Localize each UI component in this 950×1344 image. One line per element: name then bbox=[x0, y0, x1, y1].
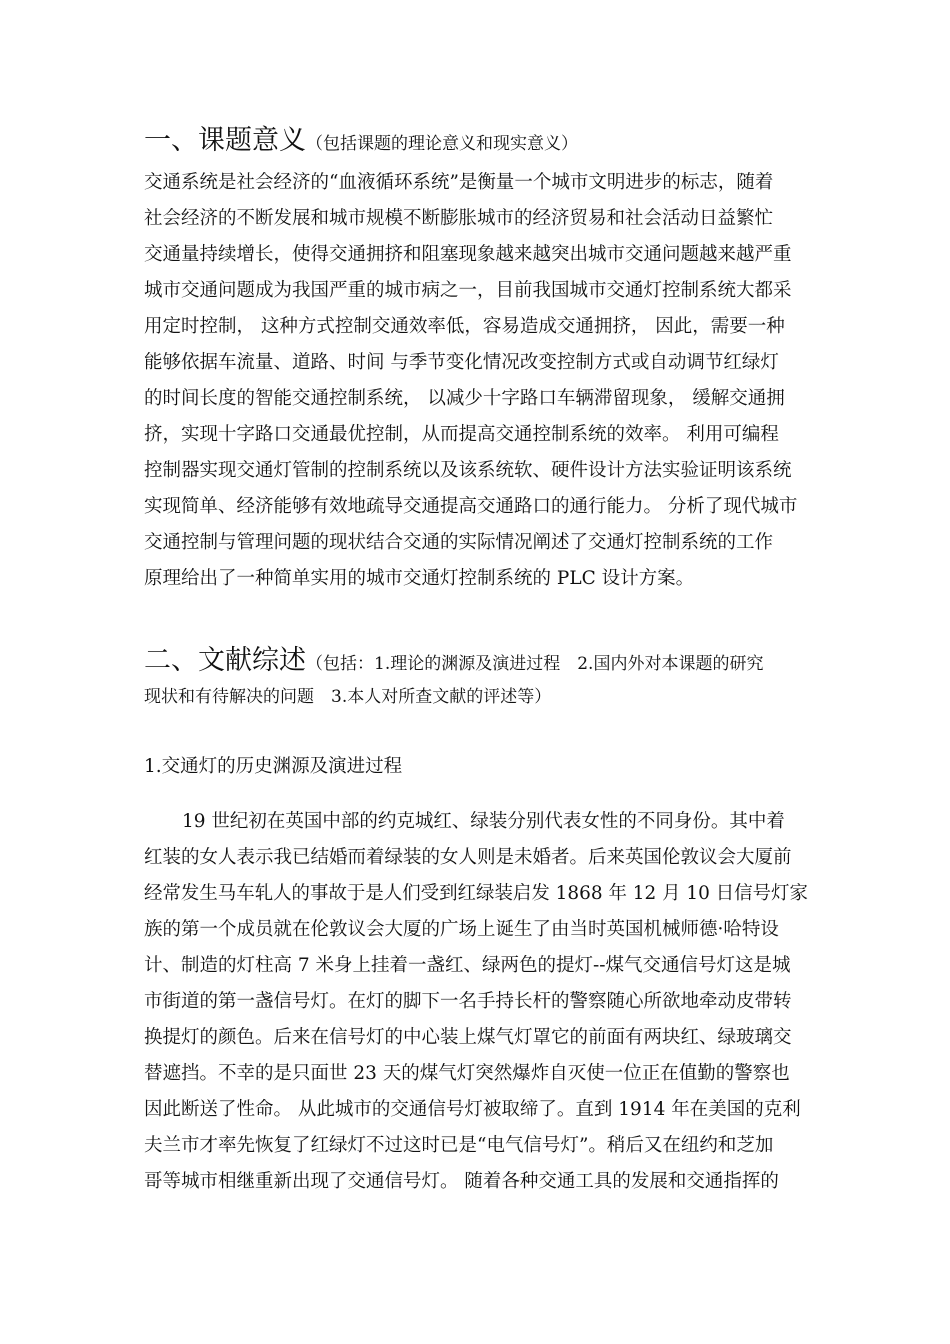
section-2-heading bbox=[144, 638, 763, 677]
paragraph-line: 红装的女人表示我已结婚而着绿装的女人则是未婚者。后来英国伦敦议会大厦前 bbox=[144, 847, 792, 868]
paragraph-line: 换提灯的颜色。后来在信号灯的中心装上煤气灯罩它的前面有两块红、绿玻璃交 bbox=[144, 1027, 792, 1048]
section-1-title: 一、课题意义 bbox=[144, 125, 306, 156]
section-1-heading bbox=[144, 118, 578, 157]
section-2-note: （包括：1.理论的渊源及演进过程 2.国内外对本课题的研究 bbox=[306, 654, 764, 674]
paragraph-line: 挤，实现十字路口交通最优控制，从而提高交通控制系统的效率。 利用可编程 bbox=[144, 424, 779, 445]
paragraph-line: 计、制造的灯柱高 7 米身上挂着一盏红、绿两色的提灯--煤气交通信号灯这是城 bbox=[144, 955, 791, 976]
paragraph-line: 用定时控制， 这种方式控制交通效率低，容易造成交通拥挤， 因此，需要一种 bbox=[144, 316, 785, 337]
paragraph-line: 的时间长度的智能交通控制系统， 以减少十字路口车辆滞留现象， 缓解交通拥 bbox=[144, 388, 785, 409]
paragraph-line: 市街道的第一盏信号灯。在灯的脚下一名手持长杆的警察随心所欲地牵动皮带转 bbox=[144, 991, 792, 1012]
paragraph-line: 族的第一个成员就在伦敦议会大厦的广场上诞生了由当时英国机械师德·哈特设 bbox=[144, 919, 779, 940]
paragraph-line: 城市交通问题成为我国严重的城市病之一，目前我国城市交通灯控制系统大都采 bbox=[144, 280, 792, 301]
paragraph-line: 交通量持续增长，使得交通拥挤和阻塞现象越来越突出城市交通问题越来越严重 bbox=[144, 244, 792, 265]
paragraph-line: 社会经济的不断发展和城市规模不断膨胀城市的经济贸易和社会活动日益繁忙 bbox=[144, 208, 774, 229]
section-1-note: （包括课题的理论意义和现实意义） bbox=[306, 134, 578, 154]
paragraph-line: 经常发生马车轧人的事故于是人们受到红绿装启发 1868 年 12 月 10 日信号灯家 bbox=[144, 883, 808, 904]
paragraph-line: 因此断送了性命。 从此城市的交通信号灯被取缔了。直到 1914 年在美国的克利 bbox=[144, 1099, 801, 1120]
paragraph-line: 实现简单、经济能够有效地疏导交通提高交通路口的通行能力。 分析了现代城市 bbox=[144, 496, 798, 517]
paragraph-line: 交通系统是社会经济的“血液循环系统”是衡量一个城市文明进步的标志，随着 bbox=[144, 172, 774, 193]
paragraph-line: 哥等城市相继重新出现了交通信号灯。 随着各种交通工具的发展和交通指挥的 bbox=[144, 1171, 779, 1192]
paragraph-line: 控制器实现交通灯管制的控制系统以及该系统软、硬件设计方法实验证明该系统 bbox=[144, 460, 792, 481]
paragraph-line: 原理给出了一种简单实用的城市交通灯控制系统的 PLC 设计方案。 bbox=[144, 568, 695, 589]
paragraph-line: 替遮挡。不幸的是只面世 23 天的煤气灯突然爆炸自灭使一位正在值勤的警察也 bbox=[144, 1063, 790, 1084]
section-2-note-continued: 现状和有待解决的问题 3.本人对所查文献的评述等） bbox=[144, 687, 552, 707]
paragraph-line: 交通控制与管理问题的现状结合交通的实际情况阐述了交通灯控制系统的工作 bbox=[144, 532, 774, 553]
paragraph-line: 能够依据车流量、道路、时间 与季节变化情况改变控制方式或自动调节红绿灯 bbox=[144, 352, 779, 373]
section-2-title: 二、文献综述 bbox=[144, 645, 306, 676]
paragraph-line: 夫兰市才率先恢复了红绿灯不过这时已是“电气信号灯”。稍后又在纽约和芝加 bbox=[144, 1135, 774, 1156]
paragraph-line: 19 世纪初在英国中部的约克城红、绿装分别代表女性的不同身份。其中着 bbox=[182, 811, 785, 832]
subsection-heading: 1.交通灯的历史渊源及演进过程 bbox=[144, 756, 403, 777]
